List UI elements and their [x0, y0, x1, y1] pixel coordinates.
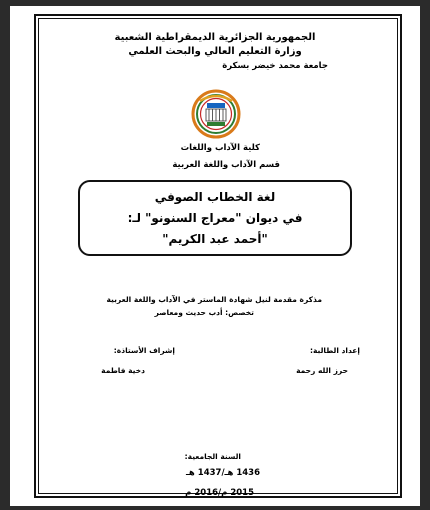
university-emblem-icon: [190, 89, 242, 139]
ministry-heading: وزارة التعليم العالي والبحث العلمي: [128, 46, 302, 57]
supervisor-label: إشراف الأستاذة:: [113, 346, 175, 355]
document-page: [10, 6, 420, 506]
faculty-label: كلية الآداب واللغات: [180, 143, 260, 153]
republic-heading: الجمهورية الجزائرية الديمقراطية الشعبية: [114, 32, 316, 43]
gregorian-year: 2015 م/2016 م: [185, 488, 254, 498]
memo-description: مذكرة مقدمة لنيل شهادة الماستر في الآداب واللغة العربية: [106, 295, 322, 304]
thesis-title-box: [78, 180, 352, 256]
student-name: حرز الله رحمة: [296, 366, 348, 375]
thesis-title-line-3: "أحمد عبد الكريم": [162, 232, 268, 246]
thesis-title-line-2: في ديوان "معراج السنونو" لـ:: [127, 211, 303, 225]
thesis-title-line-1: لغة الخطاب الصوفي: [154, 190, 276, 204]
department-label: قسم الآداب واللغة العربية: [172, 160, 280, 170]
prepared-by-label: إعداد الطالبة:: [310, 346, 360, 355]
specialty-label: تخصص: أدب حديث ومعاصر: [154, 308, 254, 317]
academic-year-label: السنة الجامعية:: [184, 452, 241, 461]
university-heading: جامعة محمد خيضر بسكرة: [222, 61, 328, 71]
supervisor-name: دخية فاطمة: [101, 366, 145, 375]
hijri-year: 1436 هـ/1437 هـ: [186, 468, 260, 478]
